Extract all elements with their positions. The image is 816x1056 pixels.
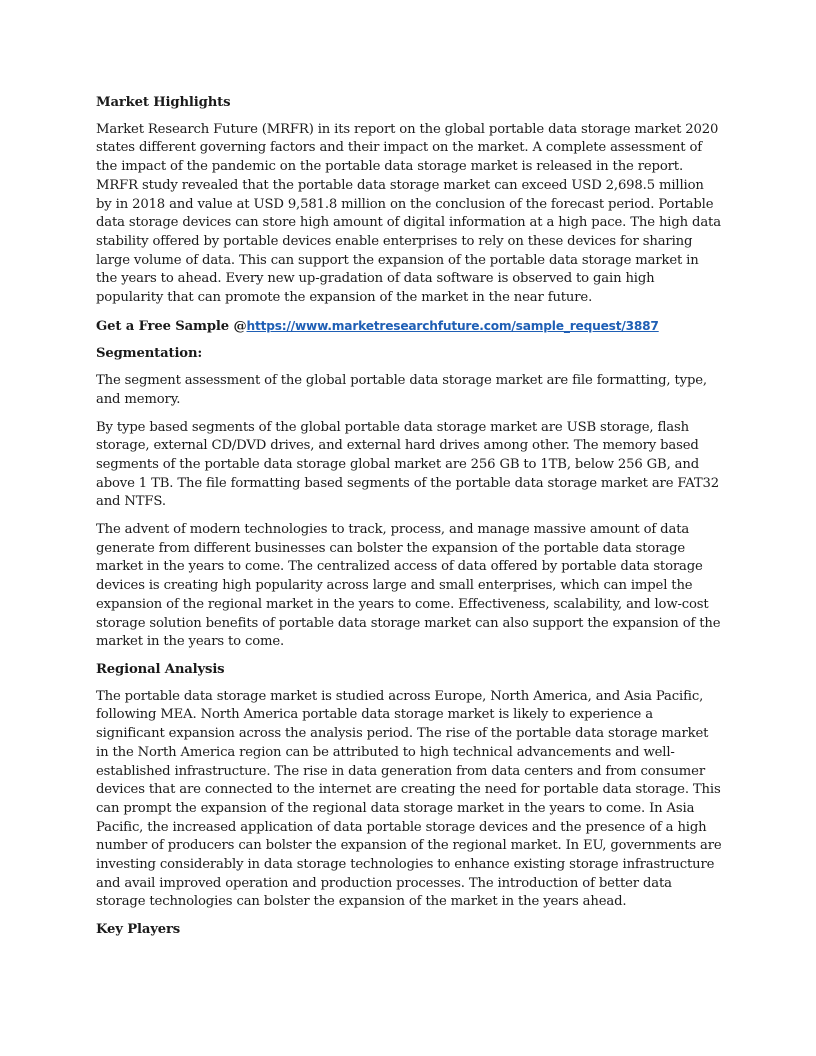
document-page — [96, 94, 722, 948]
segmentation-paragraph-2: By type based segments of the global portable data storage market are USB storage, flash storage, external CD/DVD drives, and external hard drives among other. The memory based segments of the portable data storage global market are 256 GB to 1TB, below 256 GB, and above 1 TB. The file formatting based segments of the portable data storage market are FAT32 and NTFS. — [96, 419, 720, 510]
segmentation-paragraph-3: The advent of modern technologies to track, process, and manage massive amount of data generate from different businesses can bolster the expansion of the portable data storage market in the years to come. The centralized access of data offered by portable data storage devices is creating high popularity across large and small enterprises, which can impel the expansion of the regional market in the years to come. Effectiveness, scalability, and low-cost storage solution benefits of portable data storage market can also support the expansion of the market in the years to come. — [96, 522, 721, 650]
key-players-heading: Key Players — [96, 922, 181, 938]
free-sample-line — [96, 317, 722, 337]
market-highlights-heading: Market Highlights — [96, 95, 231, 110]
sample-request-link[interactable]: https://www.marketresearchfuture.com/sample_request/3887 — [246, 318, 659, 333]
regional-analysis-paragraph: The portable data storage market is studied across Europe, North America, and Asia Pacific, following MEA. North America portable data storage market is likely to experience a significant expansion across the analysis period. The rise of the portable data storage market in the North America region can be attributed to high technical advancements and well-established infrastructure. The rise in data generation from data centers and from consumer devices that are connected to the internet are creating the need for portable data storage. This can prompt the expansion of the regional data storage market in the years to come. In Asia Pacific, the increased application of data portable storage devices and the presence of a high number of producers can bolster the expansion of the regional market. In EU, governments are investing considerably in data storage technologies to enhance existing storage infrastructure and avail improved operation and production processes. The introduction of better data storage technologies can bolster the expansion of the market in the years ahead. — [96, 688, 722, 910]
segmentation-paragraph-1: The segment assessment of the global portable data storage market are file formatting, type, and memory. — [96, 373, 707, 407]
regional-analysis-heading: Regional Analysis — [96, 661, 225, 677]
free-sample-label: Get a Free Sample @ — [96, 318, 247, 334]
market-highlights-paragraph: Market Research Future (MRFR) in its report on the global portable data storage market 2020 states different governing factors and their impact on the market. A complete assessment of the impact of the pandemic on the portable data storage market is released in the report. MRFR study revealed that the portable data storage market can exceed USD 2,698.5 million by in 2018 and value at USD 9,581.8 million on the conclusion of the forecast period. Portable data storage devices can store high amount of digital information at a high pace. The high data stability offered by portable devices enable enterprises to rely on these devices for sharing large volume of data. This can support the expansion of the portable data storage market in the years to ahead. Every new up-gradation of data software is observed to gain high popularity that can promote the expansion of the market in the near future. — [96, 121, 721, 306]
segmentation-heading: Segmentation: — [96, 346, 203, 362]
